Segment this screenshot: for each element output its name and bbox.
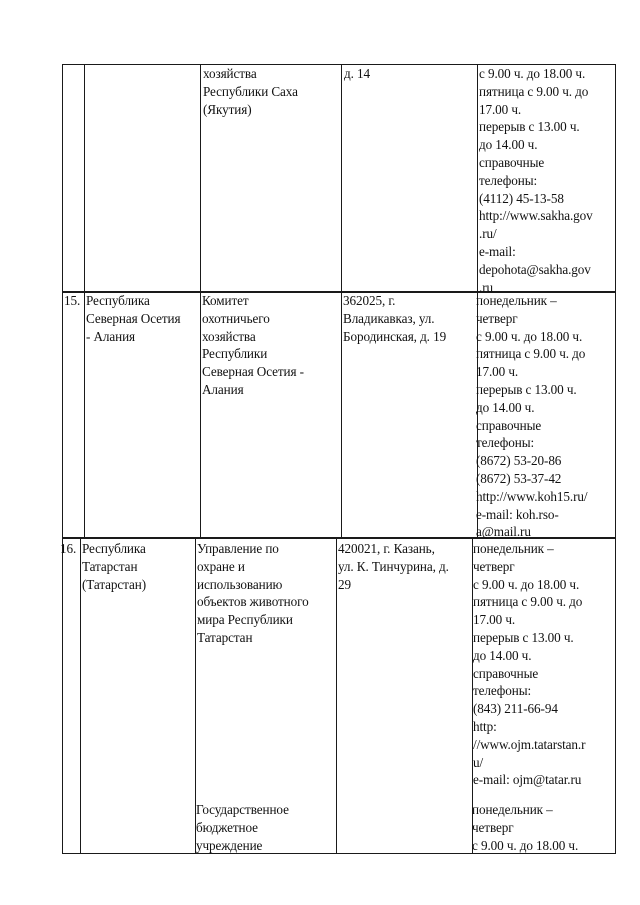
table-cell-number: 16. [60,541,77,556]
table-cell-schedule-secondary: понедельник – четверг с 9.00 ч. до 18.00 ч. [472,802,579,853]
table-cell-agency: Управление по охране и использованию объектов животного мира Республики Татарстан [197,541,309,645]
table-cell-agency: Комитет охотничьего хозяйства Республики Северная Осетия - Алания [202,293,304,397]
table-cell-address: 420021, г. Казань, ул. К. Тинчурина, д. 29 [338,541,449,592]
table-cell-agency: хозяйства Республики Саха (Якутия) [203,66,298,117]
table-cell-address: д. 14 [344,66,370,81]
column-divider [80,538,81,854]
table-cell-agency-secondary: Государственное бюджетное учреждение [196,802,289,853]
table-cell-region: Республика Татарстан (Татарстан) [82,541,146,592]
column-divider [200,64,201,538]
table-cell-address: 362025, г. Владикавказ, ул. Бородинская, д. 19 [343,293,447,344]
table-cell-number: 15. [64,293,81,308]
table-cell-schedule: с 9.00 ч. до 18.00 ч. пятница с 9.00 ч. до 17.00 ч. перерыв с 13.00 ч. до 14.00 ч. справочные телефоны: (4112) 45-13-58 http://www.sakha.gov .ru/ e-mail: depohota@sakha.gov .ru [479,66,593,295]
table-cell-schedule: понедельник – четверг с 9.00 ч. до 18.00 ч. пятница с 9.00 ч. до 17.00 ч. перерыв с 13.00 ч. до 14.00 ч. справочные телефоны: (8672) 53-20-86 (8672) 53-37-42 http://www.koh15.ru/ e-mail: koh.rso- a@mail.ru [476,293,588,540]
table-cell-region: Республика Северная Осетия - Алания [86,293,181,344]
table-cell-schedule: понедельник – четверг с 9.00 ч. до 18.00 ч. пятница с 9.00 ч. до 17.00 ч. перерыв с 13.00 ч. до 14.00 ч. справочные телефоны: (843) 211-66-94 http: //www.ojm.tatarstan.r u/ e-mail: ojm@tatar.ru [473,541,586,788]
column-divider [62,64,63,854]
column-divider [336,538,337,854]
column-divider [341,64,342,538]
